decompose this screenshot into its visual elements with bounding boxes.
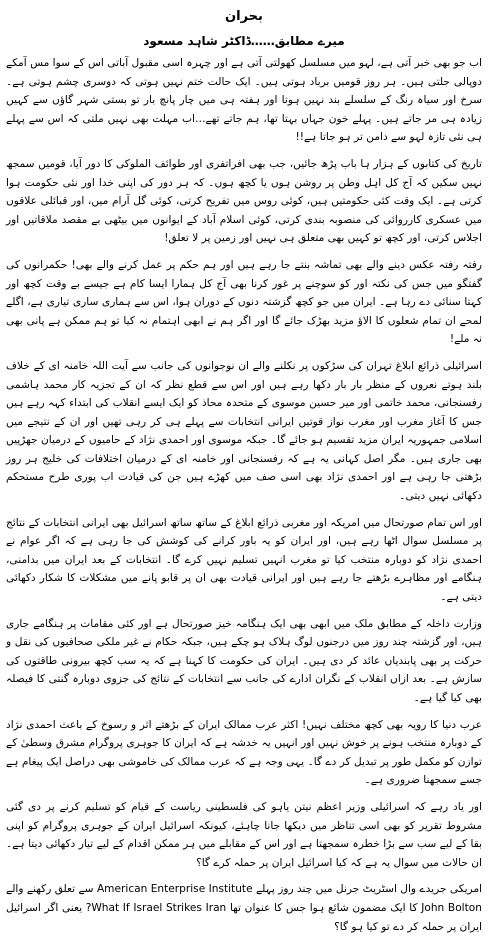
article-paragraph: امریکی جریدے وال اسٹریٹ جرنل میں چند روز پہلے American Enterprise Institute سے تعلق رکھنے والے John Bolton کا ایک مضمون شائع ہوا جس کا عنوان تھا What If Israel Strikes Iran? یعنی اگر اسرائیل ایران پر حملہ کر دے تو کیا ہو گا؟ (6, 883, 482, 933)
article-paragraph: اور اس تمام صورتحال میں امریکہ اور مغربی ذرائع ابلاغ کے ساتھ ساتھ اسرائیل بھی ایرانی انتخابات کے نتائج پر مسلسل سوال اٹھا رہے ہیں، اور ایران کو یہ باور کرانے کی کوشش کی جا رہی ہے کہ اگر عوام نے احمدی نژاد کو دوبارہ منتخب کیا تو مغرب انہیں تسلیم نہیں کرے گا۔ انتخابات کے بعد ایران میں بدامنی، ہنگامے اور مظاہرے بڑھتے جا رہے ہیں اور ایرانی قیادت بھی ان پر قابو پانے میں مشکلات کا شکار دکھائی دیتی ہے۔ (6, 516, 482, 604)
article-paragraph: وزارت داخلہ کے مطابق ملک میں ابھی بھی ایک ہنگامہ خیز صورتحال ہے اور کئی مقامات پر ہنگامے جاری ہیں، اور گزشتہ چند روز میں درجنوں لوگ ہلاک ہو چکے ہیں، جبکہ حکام نے غیر ملکی صحافیوں کی نقل و حرکت پر بھی پابندیاں عائد کر دی ہیں۔ ایران کی حکومت کا کہنا ہے کہ یہ سب کچھ بیرونی طاقتوں کی سازش ہے۔ بعد ازاں انقلاب کے نگران ادارے کی جانب سے انتخابات کے نتائج کی جزوی دوبارہ گنتی کا فیصلہ بھی کیا گیا ہے۔ (6, 617, 482, 704)
article-paragraph: اب جو بھی خبر آتی ہے، لہو میں مسلسل کھولتی آتی ہے اور چہرہ اسی مقبول آباتی اس کے سوا مس آمکے دوپالی جلتی ہیں۔ ہر روز قومیں برباد ہوتی ہیں۔ ایک حالت ختم نہیں ہوتی کہ دوسری چشم ہوتی ہے۔ سرخ اور سیاہ رنگ کے سلسلے بند نہیں ہوتا اور ہفتہ ہی میں چار پانچ بار تو بستی شہر گاؤں سے کہیں زیادہ ہی مر جاتے ہیں۔ پہلے خون جہاں بہتا تھا، ہم جاتے تھے…اب مہلت بھی نہیں ملتی کہ اس سے پہلے ہی نئی تازہ لہو سے دامن تر ہو جاتا ہے!! (6, 57, 482, 144)
article-title: بحران (225, 9, 263, 24)
article-paragraph: رفتہ رفتہ عکس دینے والے بھی تماشہ بنتے جا رہے ہیں اور ہم حکم پر عمل کرنے والے بھی! حکمرانوں کی گفتگو میں جس کی نکتہ اور کو سوچنے پر غور کرنا بھی آج کل ہمارا ایسا کام ہے جیسے بے وقت کچھ اور کہتا سنائی دے رہا ہے۔ ایران میں جو کچھ گزشتہ دنوں کے دوران ہوا، اس سے ہماری ساری تیاری ہے، اگلے لمحے ان تمام شعلوں کا الاؤ مزید بھڑک جائے گا اور اگر ہم نے ابھی اہتمام نہ کیا تو ہم ممکن ہے پانی بھی نہ ملے! (6, 258, 482, 346)
article-paragraph: عرب دنیا کا رویہ بھی کچھ مختلف نہیں! اکثر عرب ممالک ایران کے بڑھتے اثر و رسوخ کے باعث احمدی نژاد کے دوبارہ منتخب ہونے پر خوش نہیں اور انہیں یہ خدشہ ہے کہ ایران کا جوہری پروگرام مشرق وسطیٰ کے توازن کو مکمل طور پر تبدیل کر دے گا۔ یہی وجہ ہے کہ عرب ممالک کی خاموشی بھی دراصل ایک پیغام ہے جسے سمجھنا ضروری ہے۔ (6, 718, 482, 787)
article-paragraph: اسرائیلی ذرائع ابلاغ تہران کی سڑکوں پر نکلنے والے ان نوجوانوں کی جانب سے آیت اللہ خامنہ ای کے خلاف بلند ہوتے نعروں کے منظر بار بار دکھا رہے ہیں اور اس سے قطع نظر کہ ان کے تجزیہ کار محمد ہاشمی رفسنجانی، محمد خاتمی اور میر حسین موسوی کے متحدہ محاذ کو ایک ایسے انقلاب کی ابتداء کہہ رہے ہیں جس کا آغاز مغرب اور مغرب نواز قوتیں ایرانی انتخابات سے پہلے ہی کر رہی تھیں اور ان کے نتیجے میں اسلامی جمہوریہ ایران مزید تقسیم ہو جائے گا۔ جبکہ موسوی اور احمدی نژاد کے حامیوں کے درمیان جھڑپیں بھی جاری ہیں۔ مگر اصل کہانی یہ ہے کہ رفسنجانی اور خامنہ ای کے درمیان اختلافات کی خلیج ہر روز بڑھتی جا رہی ہے اور احمدی نژاد بھی اسی صف میں کھڑے ہیں جن کی قیادت اب پوری طرح مستحکم دکھائی نہیں دیتی۔ (6, 359, 482, 503)
article-paragraph: تاریخ کی کتابوں کے ہزار ہا باب پڑھ جائیں، جب بھی افراتفری اور طوائف الملوکی کا دور آیا، قومیں سمجھ نہیں سکیں کہ آج کل اہل وطن پر روشن ہوں یا کچھ ہوں۔ کہ ہر دور کی اپنی خدا اور نئی حکومت ہوا کرتی ہے۔ ایک وقت کئی حکومتیں ہیں، کوئی روس میں تفریح کرتی، کوئی گل آرام میں، اور قبائلی علاقوں میں عسکری کارروائی کی منصوبہ بندی کرتی، کوئی اسلام آباد کے ایوانوں میں بیٹھی بے مقصد ملاقاتیں اور اجلاس کرتی، اور کچھ تو کہیں بھی متعلق ہی نہیں اور زمین پر لا تعلق! (6, 157, 482, 245)
article-byline: میرے مطابق……ڈاکٹر شاہد مسعود (143, 34, 345, 48)
article-paragraph: اور یاد رہے کہ اسرائیلی وزیر اعظم نیتن یاہو کی فلسطینی ریاست کے قیام کو تسلیم کرنے پر دی گئی مشروط تقریر کو بھی اسی تناظر میں دیکھا جانا چاہئے، کیونکہ اسرائیل ایران کے جوہری پروگرام کو اپنی بقا کے لیے سب سے بڑا خطرہ سمجھتا ہے اور اس کے مقابلے میں ہر ممکن اقدام کے لیے تیار دکھائی دیتا ہے۔ ان حالات میں سوال یہ ہے کہ کیا اسرائیل ایران پر حملہ کرے گا؟ (6, 800, 482, 869)
